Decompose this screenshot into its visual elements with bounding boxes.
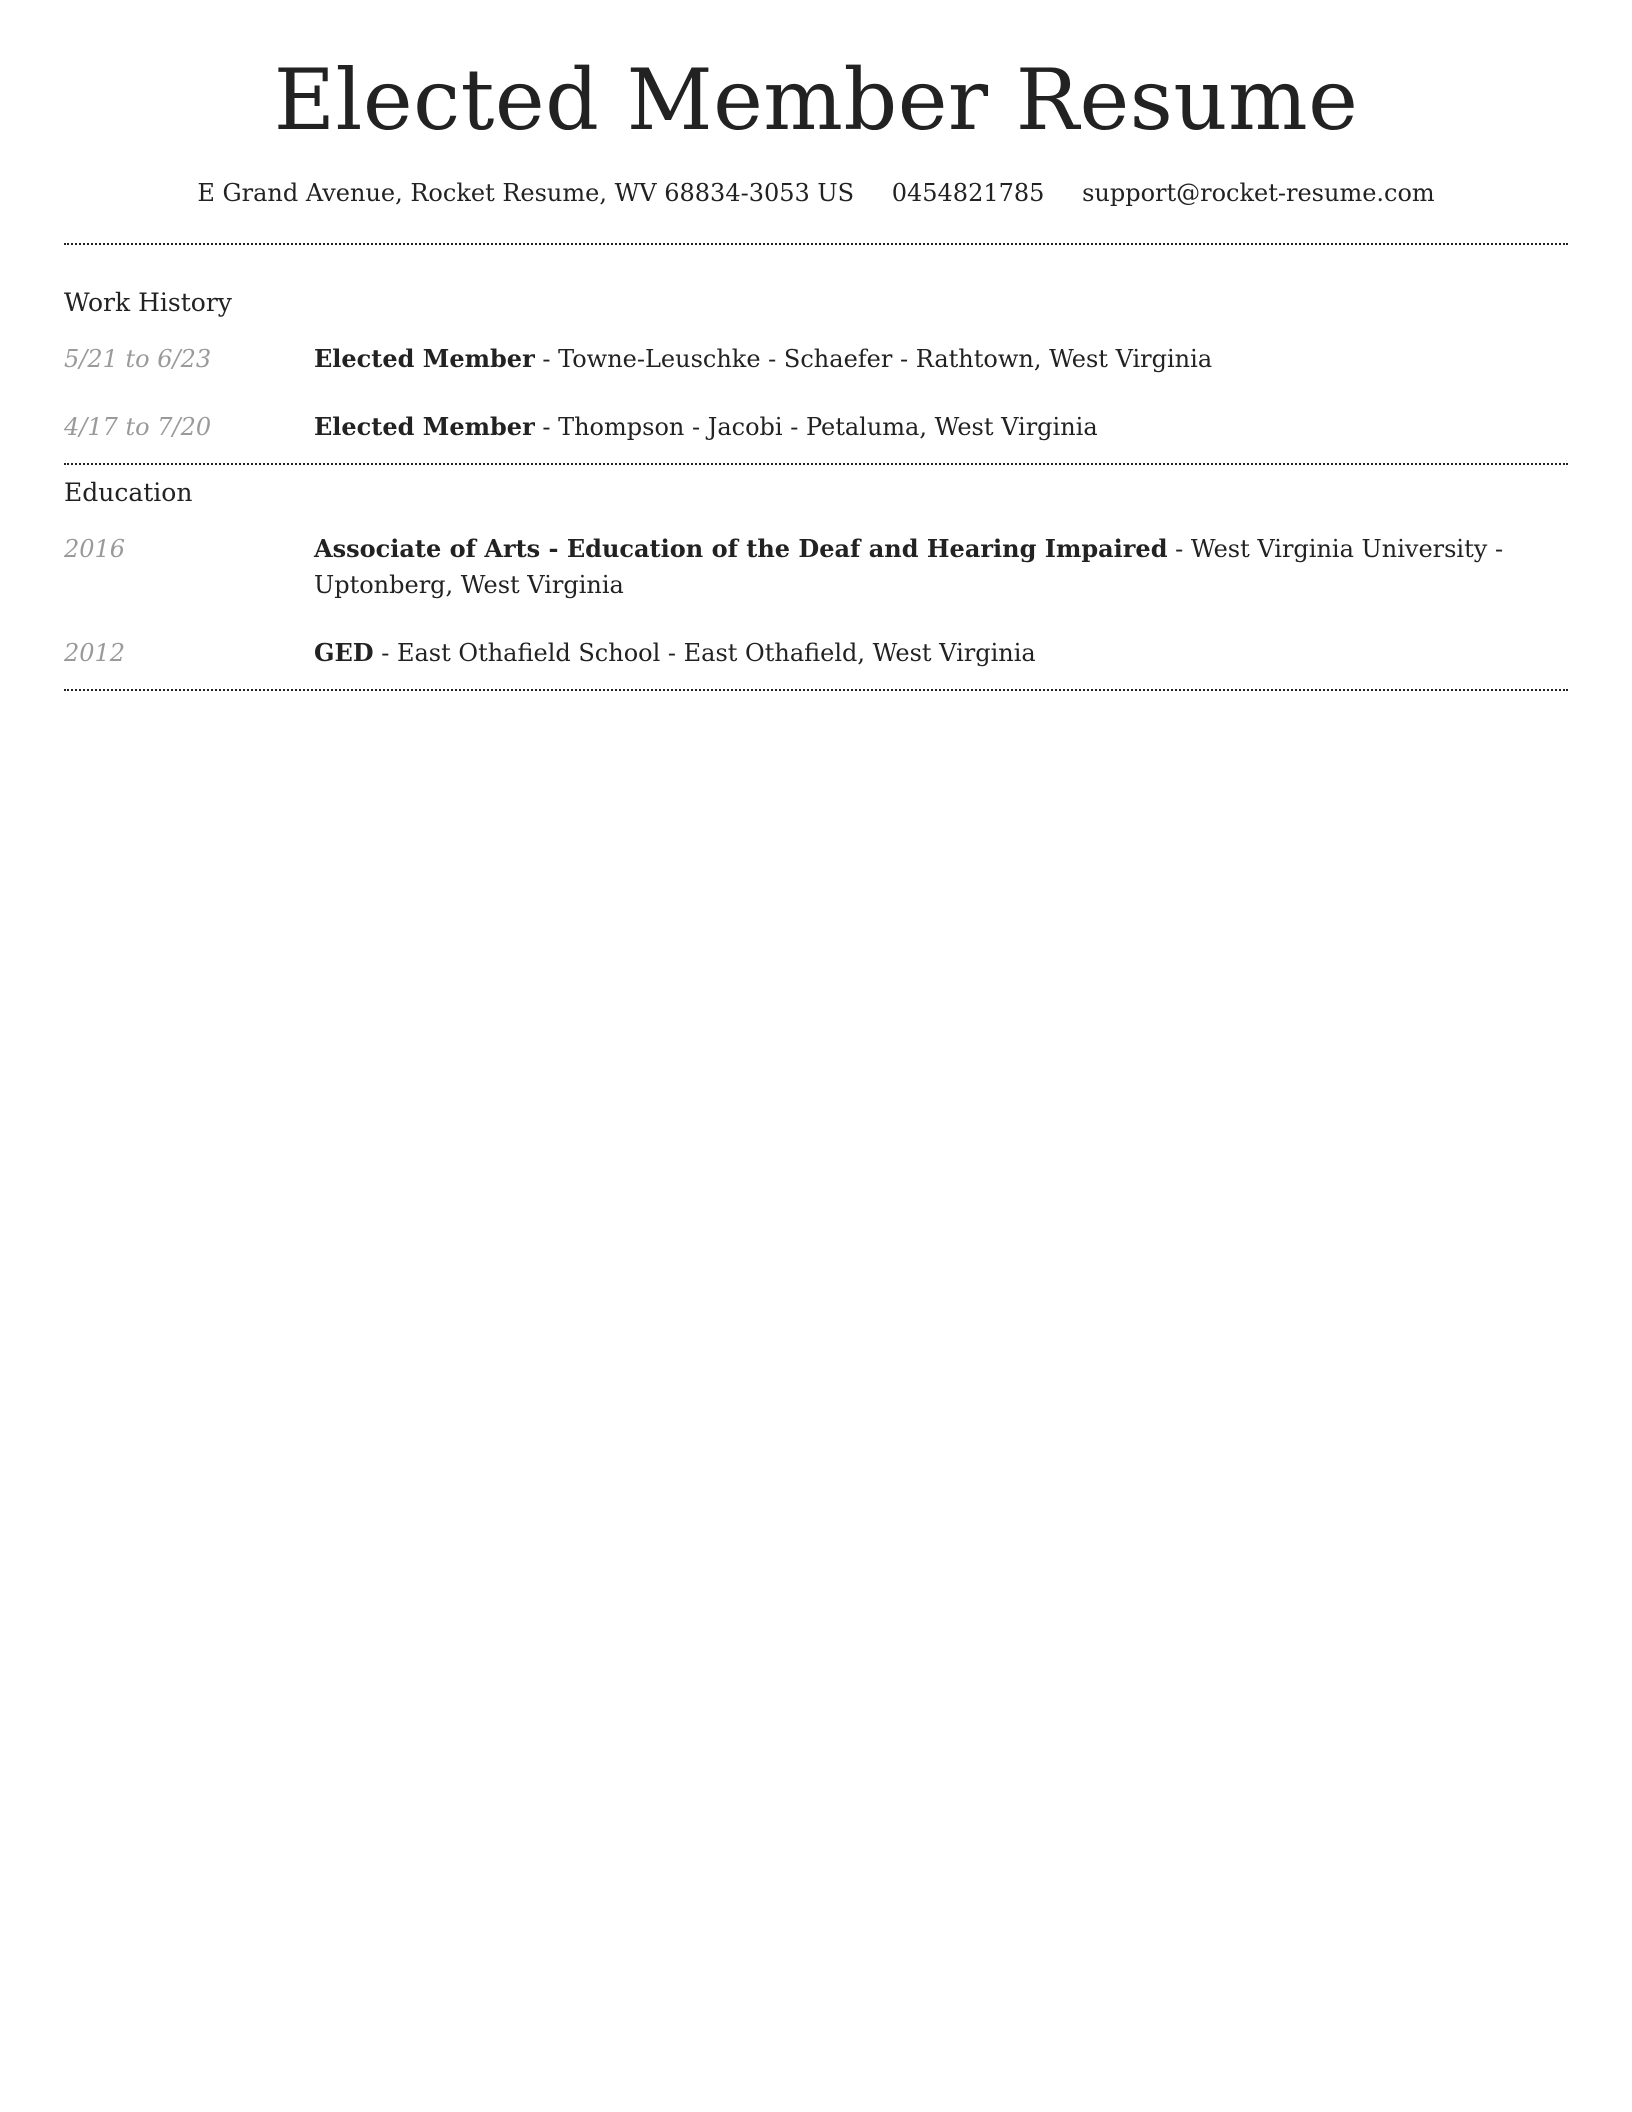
work-history-section <box>64 245 1568 463</box>
work-entry-body <box>314 341 1568 377</box>
work-entry-body <box>314 409 1568 445</box>
contact-phone: 0454821785 <box>891 179 1045 207</box>
work-entry <box>64 409 1568 445</box>
contact-email: support@rocket-resume.com <box>1082 179 1435 207</box>
work-history-heading: Work History <box>64 288 232 317</box>
work-entry-details: - Thompson - Jacobi - Petaluma, West Virginia <box>534 413 1098 441</box>
education-entry-degree: GED <box>314 638 374 667</box>
work-entry-date: 4/17 to 7/20 <box>64 413 212 441</box>
education-entry <box>64 531 1568 603</box>
education-entry-degree: Associate of Arts - Education of the Deaf and Hearing Impaired <box>314 534 1168 563</box>
education-heading: Education <box>64 478 193 507</box>
work-entry-role: Elected Member <box>314 344 535 373</box>
contact-info <box>64 176 1568 210</box>
education-entry <box>64 635 1568 671</box>
education-entry-date: 2012 <box>64 639 126 667</box>
education-divider <box>64 689 1568 691</box>
education-section <box>64 465 1568 689</box>
education-entry-body <box>314 531 1568 603</box>
work-entry-date: 5/21 to 6/23 <box>64 345 212 373</box>
education-entry-details: - West Virginia University - Uptonberg, West Virginia <box>314 535 1504 599</box>
work-entry-role: Elected Member <box>314 412 535 441</box>
work-history-list <box>64 341 1568 463</box>
work-entry-details: - Towne-Leuschke - Schaefer - Rathtown, West Virginia <box>534 345 1213 373</box>
resume-title: Elected Member Resume <box>273 51 1359 149</box>
education-entry-date: 2016 <box>64 535 126 563</box>
work-entry <box>64 341 1568 377</box>
education-entry-details: - East Othafield School - East Othafield, West Virginia <box>373 639 1036 667</box>
education-list <box>64 531 1568 689</box>
education-entry-body <box>314 635 1568 671</box>
contact-address: E Grand Avenue, Rocket Resume, WV 68834-3053 US <box>197 179 855 207</box>
